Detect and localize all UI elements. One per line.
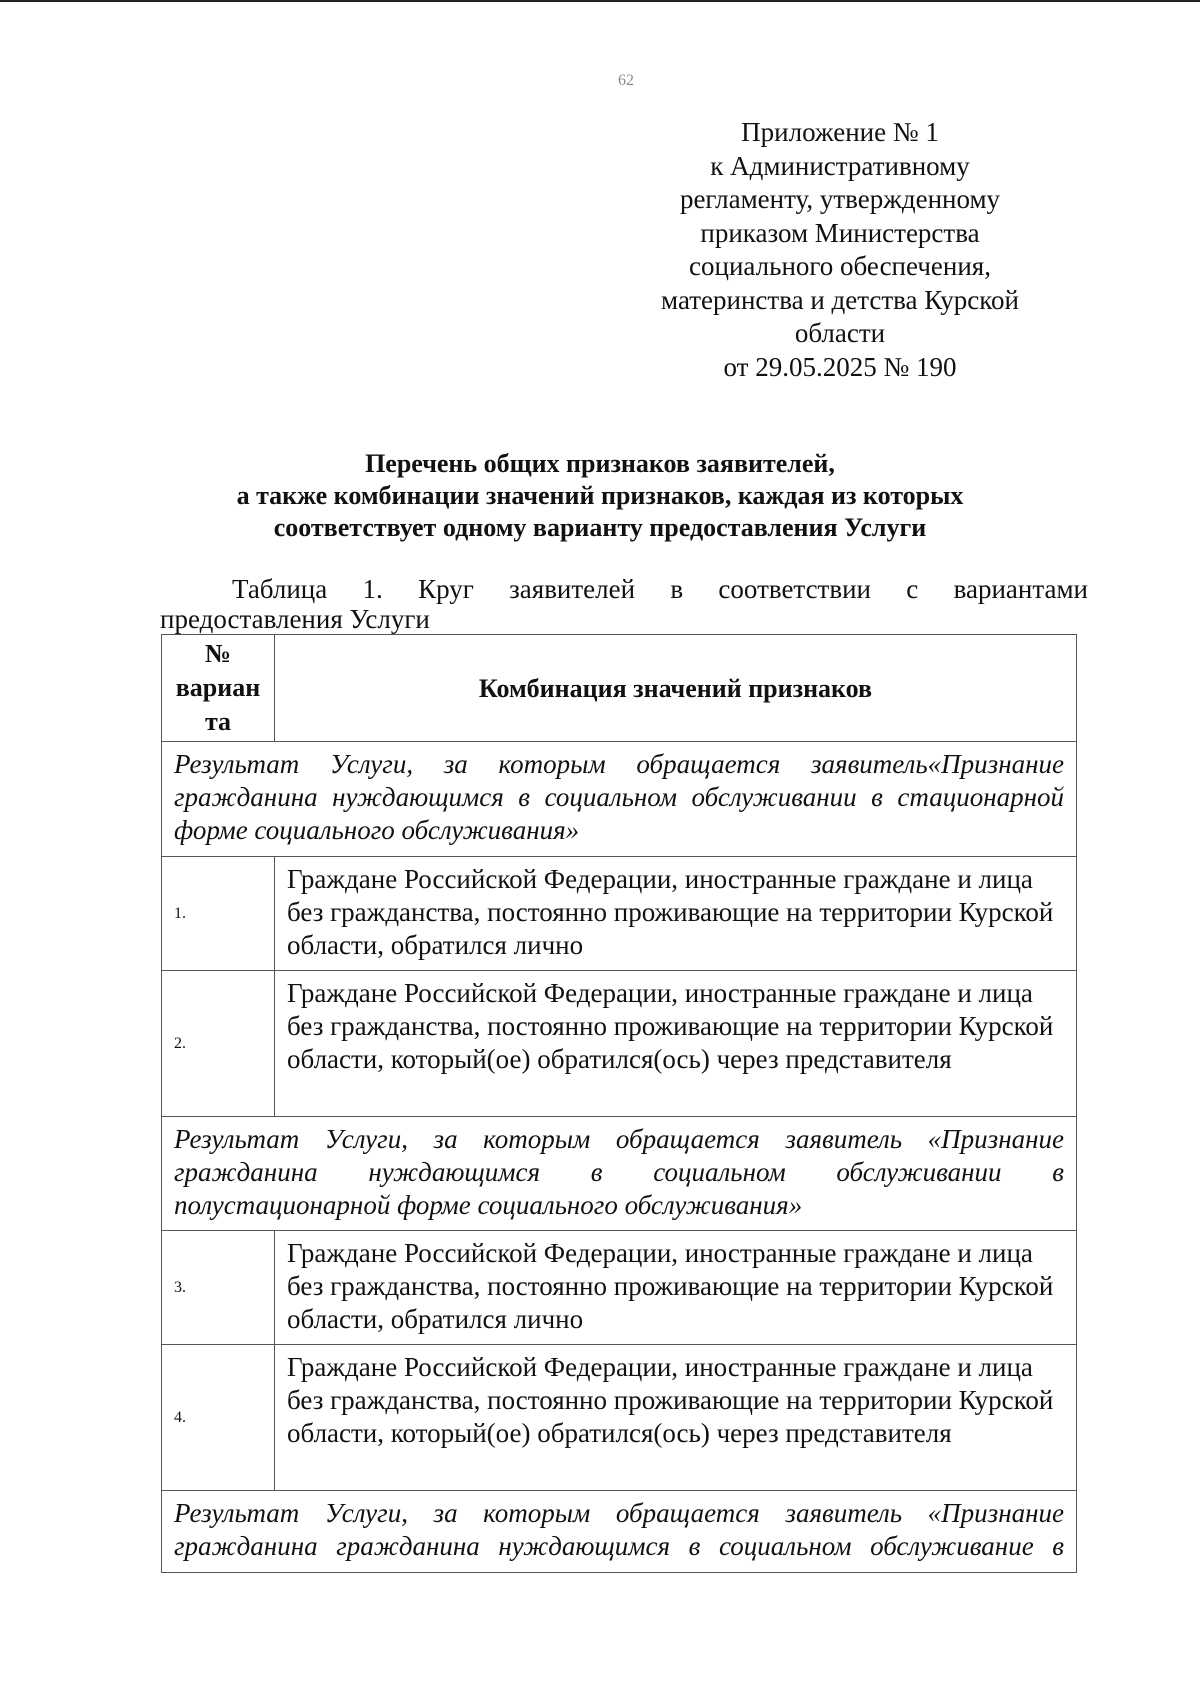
table-caption bbox=[160, 574, 1088, 634]
annex-line: области bbox=[794, 318, 886, 348]
variant-text: Граждане Российской Федерации, иностранные граждане и лица без гражданства, постоянно проживающие на территории Курской области, обратился лично bbox=[287, 1238, 1054, 1334]
variant-number: 1. bbox=[162, 857, 275, 970]
annex-line: к Административному bbox=[710, 150, 970, 181]
variant-text: Граждане Российской Федерации, иностранные граждане и лица без гражданства, постоянно проживающие на территории Курской области, который(ое) обратился(ось) через представителя bbox=[287, 978, 1054, 1074]
annex-line: социального обеспечения, bbox=[689, 251, 991, 281]
table-row bbox=[162, 970, 1076, 1116]
annex-block bbox=[640, 116, 1040, 384]
annex-line: приказом Министерства bbox=[700, 217, 980, 248]
header-variant-number: № вариан та bbox=[162, 635, 275, 741]
title-line: Перечень общих признаков заявителей, bbox=[365, 449, 835, 478]
title-line: соответствует одному варианту предоставления Услуги bbox=[273, 513, 927, 542]
title-line: а также комбинации значений признаков, каждая из которых bbox=[236, 481, 964, 510]
page-top-border bbox=[0, 0, 1200, 2]
table-row bbox=[162, 1230, 1076, 1344]
table-row bbox=[162, 1344, 1076, 1490]
table-header-row bbox=[162, 635, 1076, 741]
annex-line: регламенту, утвержденному bbox=[679, 184, 1001, 214]
variant-number: 2. bbox=[162, 971, 275, 1116]
result-row bbox=[162, 1490, 1076, 1572]
page-number: 62 bbox=[618, 72, 634, 89]
annex-line: от 29.05.2025 № 190 bbox=[723, 351, 957, 382]
variant-number: 3. bbox=[162, 1231, 275, 1344]
caption-line-2: предоставления Услуги bbox=[160, 604, 430, 634]
result-text: Результат Услуги, за которым обращается заявитель «Признание гражданина нуждающимся в социальном обслуживании в полустационарной форме социального обслуживания» bbox=[174, 1124, 1064, 1220]
result-row bbox=[162, 741, 1076, 856]
variant-text: Граждане Российской Федерации, иностранные граждане и лица без гражданства, постоянно проживающие на территории Курской области, обратился лично bbox=[287, 864, 1054, 960]
variant-number: 4. bbox=[162, 1345, 275, 1490]
annex-line: Приложение № 1 bbox=[741, 117, 939, 147]
annex-line: материнства и детства Курской bbox=[661, 284, 1019, 315]
header-combination: Комбинация значений признаков bbox=[478, 673, 873, 703]
result-text: Результат Услуги, за которым обращается заявитель «Признание гражданина гражданина нуждающимся в социальном обслуживание в bbox=[174, 1498, 1064, 1561]
result-row bbox=[162, 1116, 1076, 1230]
variant-text: Граждане Российской Федерации, иностранные граждане и лица без гражданства, постоянно проживающие на территории Курской области, который(ое) обратился(ось) через представителя bbox=[287, 1352, 1054, 1448]
applicants-table bbox=[161, 634, 1077, 1573]
document-title bbox=[150, 448, 1050, 544]
result-text: Результат Услуги, за которым обращается заявитель«Признание гражданина нуждающимся в социальном обслуживании в стационарной форме социального обслуживания» bbox=[174, 749, 1064, 845]
caption-line-1: Таблица 1. Круг заявителей в соответствии с вариантами bbox=[232, 574, 1088, 604]
table-row bbox=[162, 856, 1076, 970]
